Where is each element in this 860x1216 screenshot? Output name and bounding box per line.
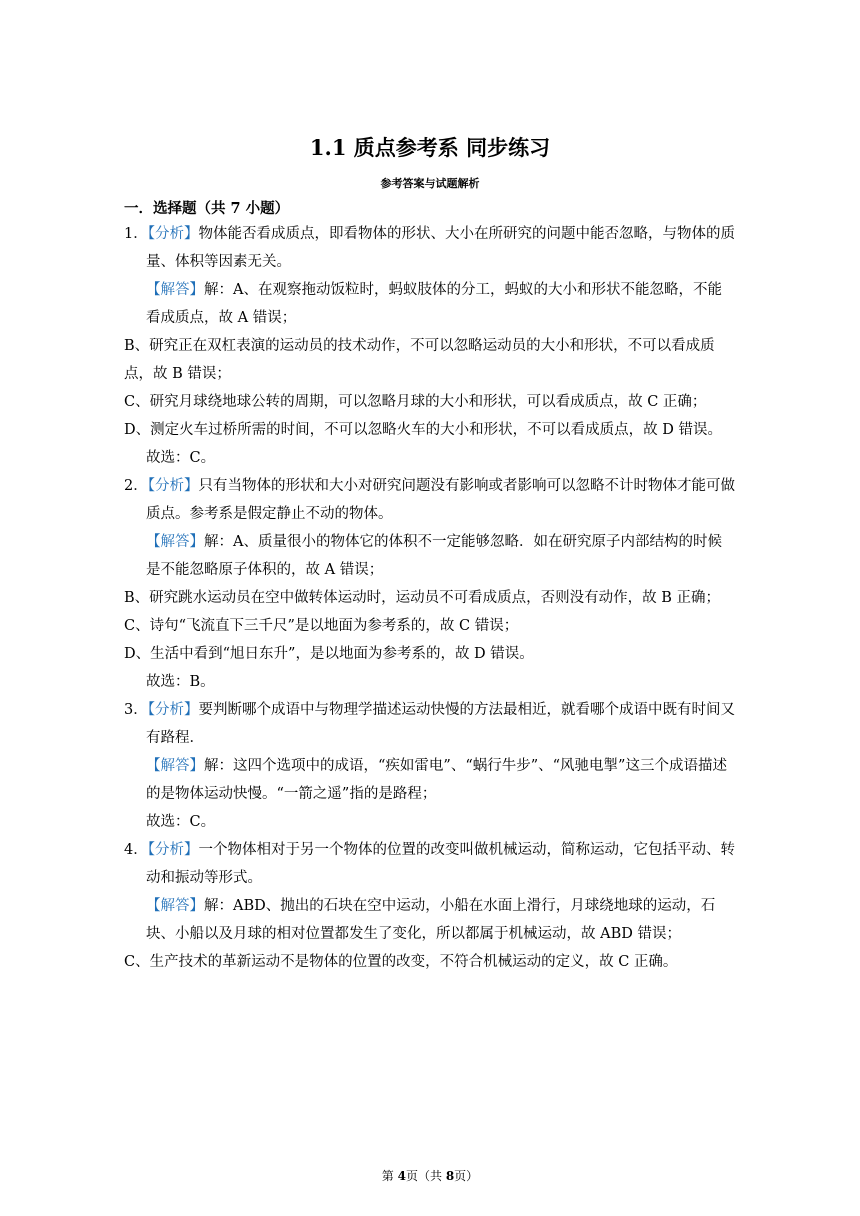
question-number: 3． [124, 702, 148, 718]
analysis-tag: 【分析】 [147, 226, 199, 242]
answer-text: 解：A、在观察拖动饭粒时，蚂蚁肢体的分工，蚂蚁的大小和形状不能忽略，不能看成质点，故 A 错误； [146, 282, 722, 326]
answer-paragraph [124, 528, 736, 584]
question-number: 2． [124, 478, 148, 494]
analysis-text: 要判断哪个成语中与物理学描述运动快慢的方法最相近，就看哪个成语中既有时间又有路程． [146, 702, 735, 746]
analysis-paragraph [124, 836, 736, 892]
analysis-text: 一个物体相对于另一个物体的位置的改变叫做机械运动，简称运动，它包括平动、转动和振动等形式。 [146, 842, 735, 886]
footer-suffix: 页） [454, 1169, 479, 1183]
analysis-tag: 【分析】 [147, 478, 199, 494]
question-4 [124, 836, 736, 976]
section-heading: 一．选择题（共 7 小题） [124, 200, 290, 217]
answer-tag: 【解答】 [146, 758, 204, 774]
option-explanation: D、生活中看到“旭日东升”，是以地面为参考系的，故 D 错误。 [124, 646, 534, 662]
footer-page-number: 4 [397, 1169, 406, 1183]
option-explanation: C、研究月球绕地球公转的周期，可以忽略月球的大小和形状，可以看成质点，故 C 正确； [124, 394, 707, 410]
final-choice: 故选：C。 [146, 450, 216, 466]
answer-tag: 【解答】 [146, 282, 204, 298]
option-explanation: C、生产技术的革新运动不是物体的位置的改变，不符合机械运动的定义，故 C 正确。 [124, 954, 678, 970]
option-explanation: B、研究正在双杠表演的运动员的技术动作，不可以忽略运动员的大小和形状，不可以看成质点，故 B 错误； [124, 338, 715, 382]
footer-mid: 页（共 [405, 1169, 446, 1183]
answer-tag: 【解答】 [146, 898, 204, 914]
analysis-text: 物体能否看成质点，即看物体的形状、大小在所研究的问题中能否忽略，与物体的质量、体积等因素无关。 [146, 226, 735, 270]
analysis-paragraph [124, 220, 736, 276]
answer-text: 解：A、质量很小的物体它的体积不一定能够忽略．如在研究原子内部结构的时候是不能忽略原子体积的，故 A 错误； [146, 534, 722, 578]
analysis-tag: 【分析】 [147, 842, 199, 858]
answer-list [124, 220, 736, 976]
answer-text: 解：ABD、抛出的石块在空中运动，小船在水面上滑行，月球绕地球的运动，石块、小船以及月球的相对位置都发生了变化，所以都属于机械运动，故 ABD 错误； [146, 898, 716, 942]
page-footer [0, 1167, 860, 1184]
analysis-paragraph [124, 472, 736, 528]
answer-text: 解：这四个选项中的成语，“疾如雷电”、“蜗行牛步”、“风驰电掣”这三个成语描述的是物体运动快慢。“一箭之遥”指的是路程； [146, 758, 727, 802]
question-3 [124, 696, 736, 836]
question-number: 1． [124, 226, 148, 242]
page-subtitle: 参考答案与试题解析 [380, 177, 480, 190]
question-1 [124, 220, 736, 472]
final-choice: 故选：B。 [146, 674, 215, 690]
option-explanation: B、研究跳水运动员在空中做转体运动时，运动员不可看成质点，否则没有动作，故 B 正确； [124, 590, 721, 606]
analysis-text: 只有当物体的形状和大小对研究问题没有影响或者影响可以忽略不计时物体才能可做质点。参考系是假定静止不动的物体。 [146, 478, 735, 522]
answer-paragraph [124, 276, 736, 332]
final-choice: 故选：C。 [146, 814, 216, 830]
answer-tag: 【解答】 [146, 534, 204, 550]
footer-total-pages: 8 [445, 1169, 455, 1183]
answer-paragraph [124, 752, 736, 808]
question-2 [124, 472, 736, 696]
option-explanation: C、诗句“飞流直下三千尺”是以地面为参考系的，故 C 错误； [124, 618, 519, 634]
answer-paragraph [124, 892, 736, 948]
option-explanation: D、测定火车过桥所需的时间，不可以忽略火车的大小和形状，不可以看成质点，故 D 错误。 [124, 422, 722, 438]
question-number: 4． [124, 842, 148, 858]
page-title: 1.1 质点参考系 同步练习 [309, 135, 551, 160]
analysis-tag: 【分析】 [147, 702, 199, 718]
footer-prefix: 第 [381, 1169, 398, 1183]
analysis-paragraph [124, 696, 736, 752]
